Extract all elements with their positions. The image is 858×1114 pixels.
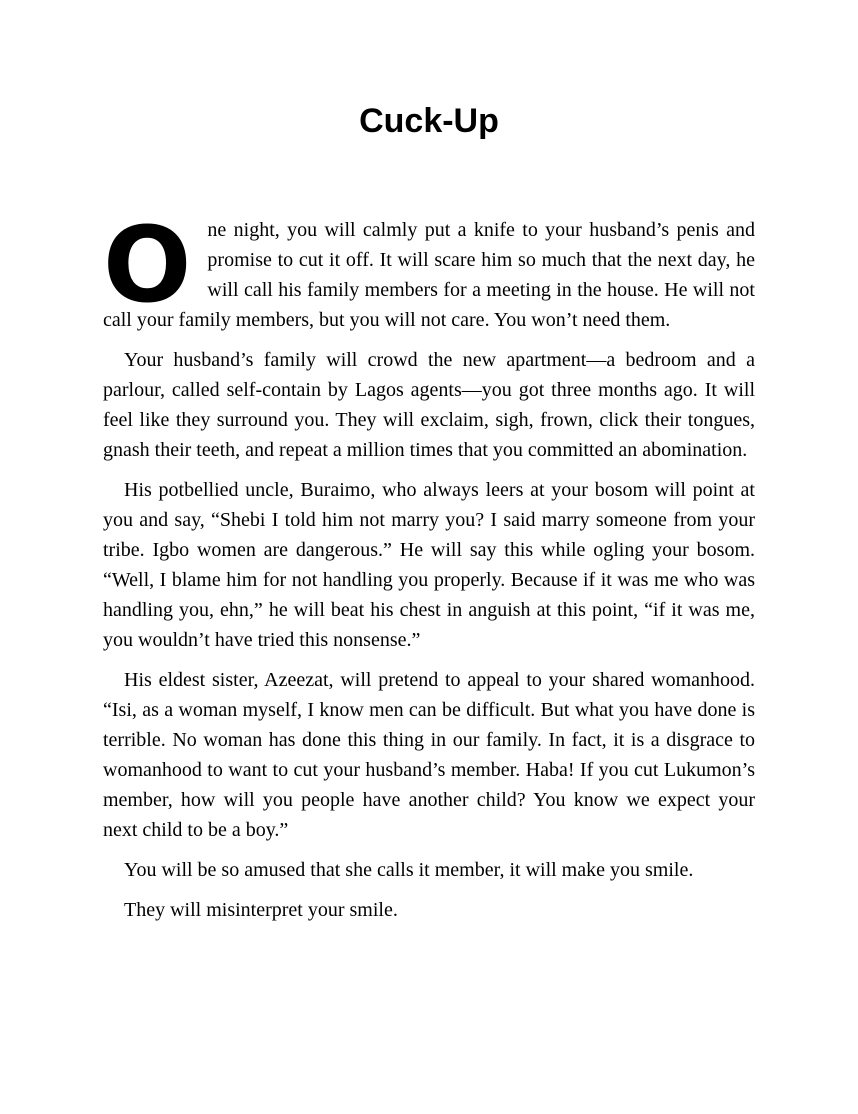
- opening-paragraph-text: ne night, you will calmly put a knife to your husband’s penis and promise to cut it off. It will scare him so much that the next day, he will call his family members for a meeting in the house. He will not call your family members, but you will not care. You won’t need them.: [103, 219, 755, 331]
- paragraph-uncle-buraimo: His potbellied uncle, Buraimo, who always leers at your bosom will point at you and say, “Shebi I told him not marry you? I said marry someone from your tribe. Igbo women are dangerous.” He will say this while ogling your bosom. “Well, I blame him for not handling you properly. Because if it was me who was handling you, ehn,” he will beat his chest in anguish at this point, “if it was me, you wouldn’t have tried this nonsense.”: [103, 479, 755, 651]
- paragraph-sister-azeezat: His eldest sister, Azeezat, will pretend to appeal to your shared womanhood. “Isi, as a woman myself, I know men can be difficult. But what you have done is terrible. No woman has done this thing in our family. In fact, it is a disgrace to womanhood to want to cut your husband’s member. Haba! If you cut Lukumon’s member, how will you people have another child? You know we expect your next child to be a boy.”: [103, 669, 755, 841]
- opening-paragraph: [103, 204, 755, 335]
- page-title: Cuck-Up: [359, 102, 499, 140]
- paragraph-husband-family: Your husband’s family will crowd the new apartment—a bedroom and a parlour, called self-contain by Lagos agents—you got three months ago. It will feel like they surround you. They will exclaim, sigh, frown, click their tongues, gnash their teeth, and repeat a million times that you committed an abomination.: [103, 349, 755, 461]
- drop-cap: O: [103, 204, 192, 326]
- paragraph-misinterpret: They will misinterpret your smile.: [124, 899, 398, 921]
- paragraph-amused: You will be so amused that she calls it member, it will make you smile.: [124, 859, 694, 881]
